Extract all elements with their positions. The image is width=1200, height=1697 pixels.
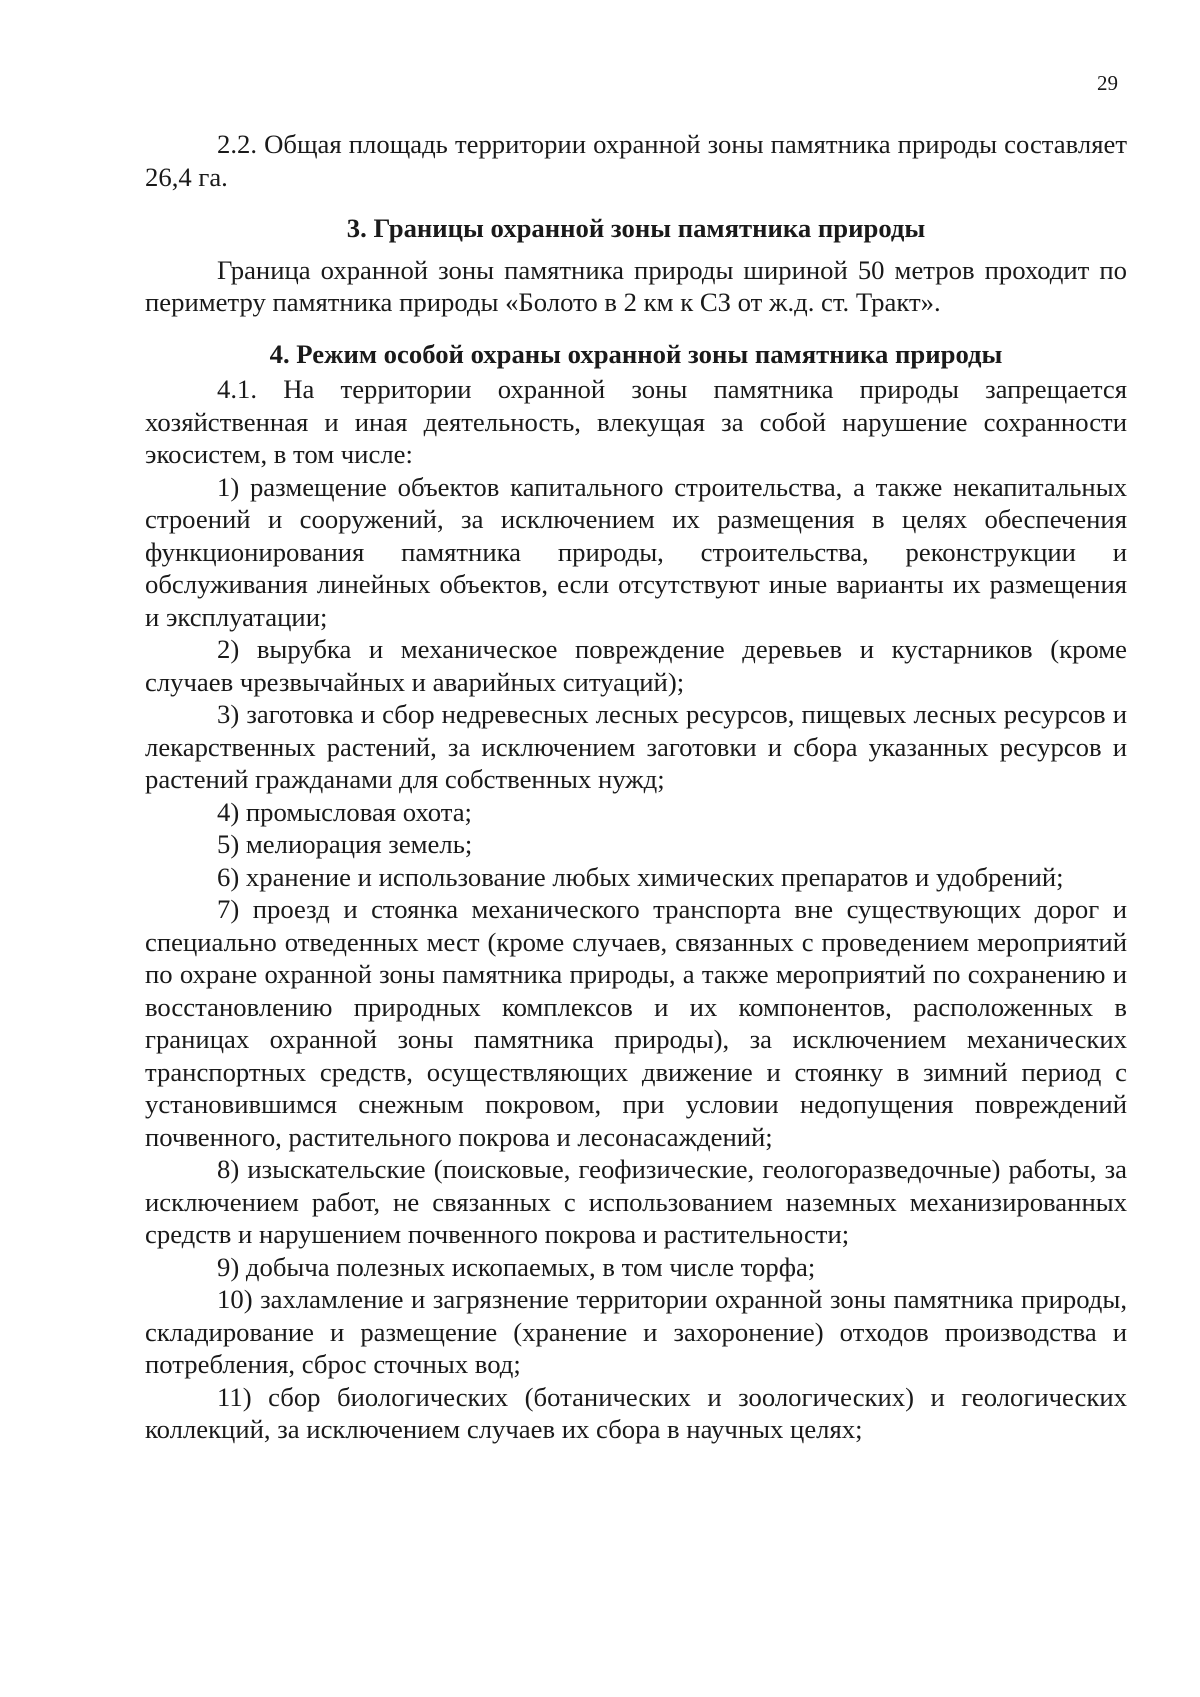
list-item-2: 2) вырубка и механическое повреждение деревьев и кустарников (кроме случаев чрезвычайных и аварийных ситуаций);: [145, 634, 1127, 697]
list-item-8: 8) изыскательские (поисковые, геофизические, геологоразведочные) работы, за исключением работ, не связанных с использованием наземных механизированных средств и нарушением почвенного покрова и растительности;: [145, 1154, 1127, 1249]
section-3-heading: 3. Границы охранной зоны памятника природы: [346, 213, 926, 243]
page-number: 29: [1097, 71, 1118, 95]
list-item-1: 1) размещение объектов капитального строительства, а также некапитальных строений и сооружений, за исключением их размещения в целях обеспечения функционирования памятника природы, строительства, реконструкции и обслуживания линейных объектов, если отсутствуют иные варианты их размещения и эксплуатации;: [145, 471, 1127, 632]
section-4-heading: 4. Режим особой охраны охранной зоны памятника природы: [269, 338, 1003, 369]
paragraph-2-2: 2.2. Общая площадь территории охранной зоны памятника природы составляет 26,4 га.: [145, 129, 1127, 192]
document-body: [145, 128, 1127, 1446]
list-item-6: 6) хранение и использование любых химических препаратов и удобрений;: [217, 861, 1064, 892]
list-item-10: 10) захламление и загрязнение территории охранной зоны памятника природы, складирование и размещение (хранение и захоронение) отходов производства и потребления, сброс сточных вод;: [145, 1284, 1127, 1379]
list-item-7: 7) проезд и стоянка механического транспорта вне существующих дорог и специально отведенных мест (кроме случаев, связанных с проведением мероприятий по охране охранной зоны памятника природы, а также мероприятий по сохранению и восстановлению природных комплексов и их компонентов, расположенных в границах охранной зоны памятника природы), за исключением механических транспортных средств, осуществляющих движение и стоянку в зимний период с установившимся снежным покровом, при условии недопущения повреждений почвенного, растительного покрова и лесонасаждений;: [145, 894, 1127, 1152]
list-item-4: 4) промысловая охота;: [217, 796, 472, 827]
section-3-text: Граница охранной зоны памятника природы шириной 50 метров проходит по периметру памятника природы «Болото в 2 км к СЗ от ж.д. ст. Тракт».: [145, 254, 1127, 317]
list-item-5: 5) мелиорация земель;: [217, 829, 473, 859]
list-item-9: 9) добыча полезных ископаемых, в том числе торфа;: [217, 1251, 816, 1282]
list-item-3: 3) заготовка и сбор недревесных лесных ресурсов, пищевых лесных ресурсов и лекарственных растений, за исключением заготовки и сбора указанных ресурсов и растений гражданами для собственных нужд;: [145, 699, 1127, 794]
list-item-11: 11) сбор биологических (ботанических и зоологических) и геологических коллекций, за исключением случаев их сбора в научных целях;: [145, 1381, 1127, 1444]
section-4-intro: 4.1. На территории охранной зоны памятника природы запрещается хозяйственная и иная деятельность, влекущая за собой нарушение сохранности экосистем, в том числе:: [145, 374, 1127, 469]
